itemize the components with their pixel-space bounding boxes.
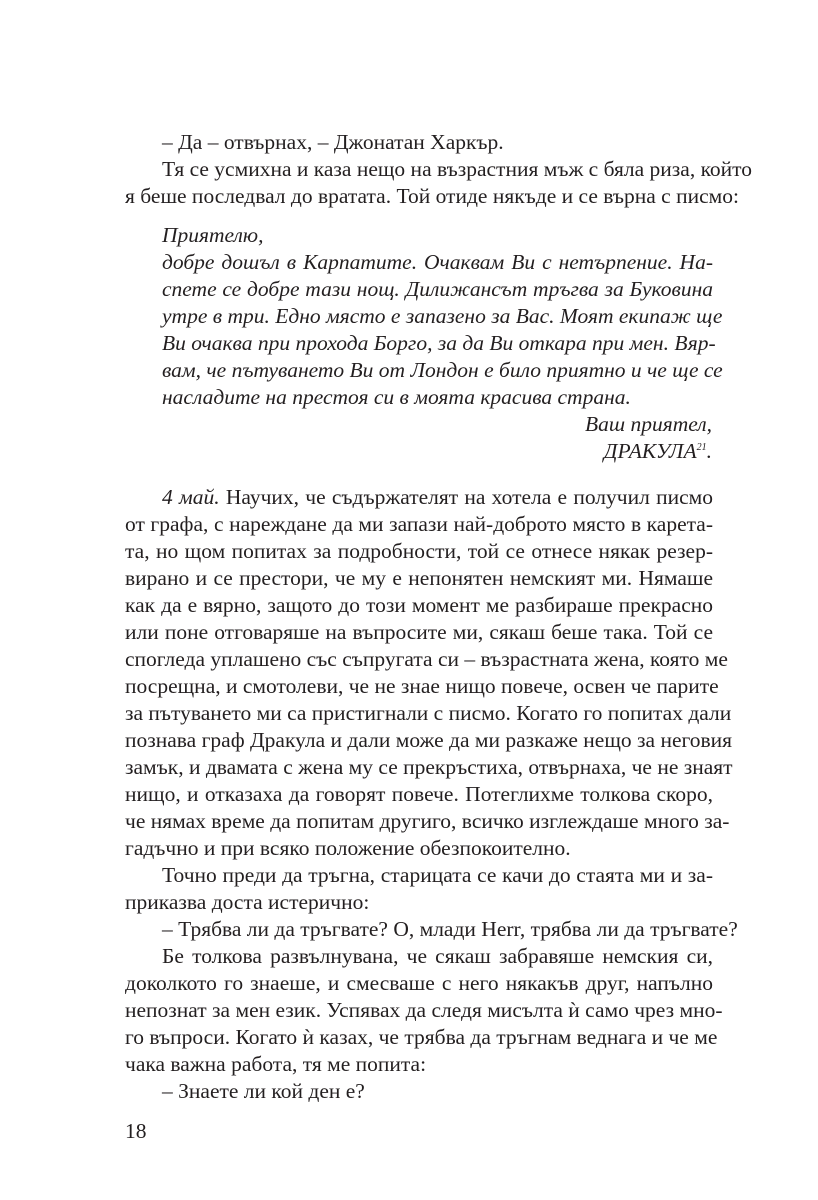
- diary-line: нищо, и отказаха да говорят повече. Потеглихме толкова скоро,: [125, 782, 713, 806]
- page-number: 18: [125, 1119, 147, 1143]
- letter-line: спете се добре тази нощ. Дилижансът тръгва за Буковина: [162, 277, 713, 301]
- paragraph-line: чака важна работа, тя ме попита:: [125, 1052, 427, 1076]
- diary-line: вирано и се престори, че му е непонятен немският ми. Нямаше: [125, 566, 713, 590]
- diary-line: познава граф Дракула и дали може да ми разкаже нещо за неговия: [125, 728, 733, 752]
- dialogue-line: – Трябва ли да тръгвате? О, млади Herr, трябва ли да тръгвате?: [162, 917, 738, 941]
- diary-first-line: [162, 484, 713, 511]
- diary-line: посрещна, и смотолеви, че не знае нищо повече, освен че парите: [125, 674, 719, 698]
- paragraph-line: Точно преди да тръгна, старицата се качи до стаята ми и за-: [162, 863, 713, 887]
- diary-line: или поне отговаряше на въпросите ми, сякаш беше така. Той се: [125, 620, 713, 644]
- letter-line: Ви очаква при прохода Борго, за да Ви откара при мен. Вяр-: [162, 331, 716, 355]
- diary-line: от графа, с нареждане да ми запази най-доброто място в карета-: [125, 512, 713, 536]
- diary-line: спогледа уплашено със съпругата си – възрастната жена, която ме: [125, 647, 728, 671]
- diary-line: гадъчно и при всяко положение обезпокоително.: [125, 836, 571, 860]
- diary-line: та, но щом попитах за подробности, той се отнесе някак резер-: [125, 539, 713, 563]
- paragraph-line: доколкото го знаеше, и смесваше с него някакъв друг, напълно: [125, 971, 713, 995]
- footnote-reference: 21: [696, 442, 707, 453]
- paragraph-line: Бе толкова развълнувана, че сякаш забравяше немския си,: [162, 944, 713, 968]
- letter-salutation: Приятелю,: [162, 223, 264, 247]
- paragraph-line: непознат за мен език. Успявах да следя мисълта ѝ само чрез мно-: [125, 998, 723, 1022]
- letter-line: утре в три. Едно място е запазено за Вас. Моят екипаж ще: [162, 304, 723, 328]
- letter-line: насладите на престоя си в моята красива страна.: [162, 385, 631, 409]
- letter-line: добре дошъл в Карпатите. Очаквам Ви с нетърпение. На-: [162, 250, 713, 274]
- paragraph-line: го въпроси. Когато ѝ казах, че трябва да тръгнам веднага и че ме: [125, 1025, 718, 1049]
- letter-closing: Ваш приятел,: [584, 412, 712, 436]
- diary-line: как да е вярно, защото до този момент ме разбираше прекрасно: [125, 593, 713, 617]
- letter-signature: [604, 438, 712, 465]
- signature-name: ДРАКУЛА: [603, 439, 697, 463]
- diary-line: че нямах време да попитам другиго, всичко изглеждаше много за-: [125, 809, 730, 833]
- signature-period: .: [706, 439, 712, 463]
- dialogue-line: – Знаете ли кой ден е?: [162, 1079, 365, 1103]
- diary-date: 4 май.: [162, 485, 220, 509]
- diary-line: замък, и двамата с жена му се прекръстиха, отвърнаха, че не знаят: [125, 755, 733, 779]
- diary-text: Научих, че съдържателят на хотела е получил писмо: [219, 485, 713, 509]
- paragraph-line: Тя се усмихна и каза нещо на възрастния мъж с бяла риза, който: [162, 157, 753, 181]
- paragraph-line: я беше последвал до вратата. Той отиде някъде и се върна с писмо:: [125, 184, 739, 208]
- dialogue-line: – Да – отвърнах, – Джонатан Харкър.: [162, 130, 504, 154]
- diary-line: за пътуването ми са пристигнали с писмо. Когато го попитах дали: [125, 701, 732, 725]
- letter-line: вам, че пътуването Ви от Лондон е било приятно и че ще се: [162, 358, 723, 382]
- paragraph-line: приказва доста истерично:: [125, 890, 370, 914]
